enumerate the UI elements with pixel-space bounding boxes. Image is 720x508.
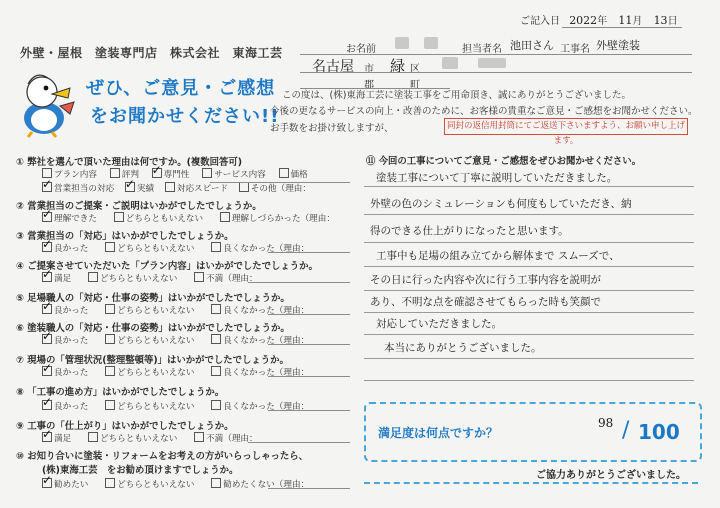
- q1-checkbox-expertise[interactable]: [152, 168, 162, 178]
- q9-checkbox-2[interactable]: [88, 432, 98, 442]
- banner-line2: をお聞かせください!!: [90, 106, 280, 127]
- q6-option-3: 良くなかった（理由：: [223, 336, 310, 346]
- q1-option-price: 価格: [290, 170, 308, 180]
- q2-option-3: 理解しづらかった（理由：: [231, 214, 335, 224]
- q2-checkbox-2[interactable]: [114, 212, 124, 222]
- q8-option-2: どちらともいえない: [117, 402, 195, 412]
- date-underline: [562, 27, 682, 28]
- q1-checkbox-speed[interactable]: [165, 182, 175, 192]
- company-name: 外壁・屋根 塗装専門店 株式会社 東海工芸: [20, 46, 283, 60]
- q10-checkbox-3[interactable]: [211, 478, 221, 488]
- date-day-unit: 日: [667, 16, 678, 27]
- address-city: 名古屋: [312, 59, 354, 75]
- q6-option-2: どちらともいえない: [117, 336, 195, 346]
- q9-checkbox-1[interactable]: [42, 432, 52, 442]
- q1-checkbox-sales[interactable]: [42, 182, 52, 192]
- q3-checkbox-1[interactable]: [42, 242, 52, 252]
- comment-line-1: [364, 186, 694, 187]
- comment-text-4: 工事中も足場の組み立てから解体まで スムーズで、: [376, 250, 620, 262]
- question-1: ① 弊社を選んで頂いた理由は何ですか。(複数回答可): [16, 157, 243, 168]
- comment-text-6: あり、不明な点を確認させてもらった時も笑顔で: [370, 296, 601, 308]
- comment-text-8: 本当にありがとうございました。: [384, 342, 542, 354]
- q1-checkbox-record[interactable]: [125, 182, 135, 192]
- question-4: ④ ご提案させていただいた「プラン内容」はいかがでしたでしょうか。: [16, 261, 318, 272]
- q2-checkbox-1[interactable]: [42, 212, 52, 222]
- date-month: 11: [618, 14, 633, 27]
- address-redacted-2: [478, 58, 506, 68]
- question-9: ⑨ 工事の「仕上がり」はいかがでしたでしょうか。: [16, 421, 234, 432]
- q8-checkbox-2[interactable]: [105, 400, 115, 410]
- q5-checkbox-1[interactable]: [42, 304, 52, 314]
- q9-checkbox-3[interactable]: [194, 432, 204, 442]
- date-label: ご記入日: [520, 16, 560, 27]
- question-3: ③ 営業担当の「対応」はいかがでしたでしょうか。: [16, 231, 234, 242]
- staff-label: 担当者名: [462, 44, 502, 55]
- date-day: 13: [653, 14, 668, 27]
- date-month-unit: 月: [632, 16, 643, 27]
- address-underline: [300, 72, 692, 73]
- comment-line-2: [364, 214, 694, 215]
- q4-option-3: 不満（理由：: [206, 274, 258, 284]
- intro-line3: お手数をお掛け致しますが、: [270, 123, 394, 134]
- reason-line-q5: [268, 314, 350, 315]
- q6-checkbox-2[interactable]: [105, 334, 115, 344]
- q3-option-2: どちらともいえない: [117, 244, 195, 254]
- q7-checkbox-3[interactable]: [211, 366, 221, 376]
- footer-divider: [364, 482, 698, 484]
- q5-option-3: 良くなかった（理由：: [223, 306, 310, 316]
- q1-checkbox-service[interactable]: [202, 168, 212, 178]
- q6-option-1: 良かった: [54, 336, 89, 346]
- q1-checkbox-price[interactable]: [279, 168, 289, 178]
- q9-options: [42, 432, 258, 444]
- comment-line-3: [364, 242, 694, 243]
- q4-checkbox-3[interactable]: [194, 272, 204, 282]
- q9-option-3: 不満（理由：: [206, 434, 258, 444]
- q10-checkbox-2[interactable]: [105, 478, 115, 488]
- comment-text-1: 塗装工事について丁寧に説明していただきました。: [376, 172, 618, 184]
- question-6: ⑥ 塗装職人の「対応・仕事の姿勢」はいかがでしたでしょうか。: [16, 323, 290, 334]
- q5-option-2: どちらともいえない: [117, 306, 195, 316]
- q3-option-3: 良くなかった（理由：: [223, 244, 310, 254]
- q7-checkbox-1[interactable]: [42, 366, 52, 376]
- score-value[interactable]: 98: [598, 416, 614, 430]
- work-label: 工事名: [560, 44, 590, 55]
- q3-checkbox-2[interactable]: [105, 242, 115, 252]
- q1-checkbox-reputation[interactable]: [110, 168, 120, 178]
- q2-option-1: 理解できた: [54, 214, 97, 224]
- q2-option-2: どちらともいえない: [125, 214, 204, 224]
- q5-option-1: 良かった: [54, 306, 89, 316]
- q4-options: [42, 272, 258, 284]
- mascot-illustration: [8, 66, 80, 138]
- question-7: ⑦ 現場の「管理状況(整理整頓等)」はいかがでしたでしょうか。: [16, 355, 289, 366]
- q1-options-row1: [42, 168, 308, 180]
- q10-option-2: どちらともいえない: [117, 480, 195, 490]
- question-2: ② 営業担当のご提案・ご説明はいかがでしたでしょうか。: [16, 201, 262, 212]
- question-11: ⑪ 今回の工事についてご意見・ご感想をぜひお聞かせください。: [366, 156, 641, 167]
- address-redacted: [442, 57, 458, 69]
- comment-line-9: [364, 380, 694, 381]
- name-redacted: [395, 37, 409, 49]
- q2-options: [42, 212, 335, 224]
- q5-checkbox-2[interactable]: [105, 304, 115, 314]
- q2-checkbox-3[interactable]: [220, 212, 230, 222]
- address-ward: 緑: [390, 57, 406, 75]
- q6-checkbox-1[interactable]: [42, 334, 52, 344]
- address-gun-suffix: 郡: [364, 80, 374, 91]
- name-label: お名前: [346, 44, 376, 55]
- q4-checkbox-2[interactable]: [88, 272, 98, 282]
- comment-line-8: [364, 358, 694, 359]
- q9-option-1: 満足: [54, 434, 72, 444]
- q9-option-2: どちらともいえない: [99, 434, 178, 444]
- address-ward-suffix: 区: [410, 64, 420, 75]
- q4-option-2: どちらともいえない: [99, 274, 178, 284]
- reason-line-q6: [268, 344, 350, 345]
- q3-option-1: 良かった: [54, 244, 89, 254]
- q7-option-3: 良くなかった（理由：: [223, 368, 310, 378]
- q10-option-1: 勧めたい: [54, 480, 89, 490]
- address-city-suffix: 市: [364, 64, 374, 75]
- q4-checkbox-1[interactable]: [42, 272, 52, 282]
- reason-line-q2: [210, 182, 350, 183]
- reason-line-q8: [268, 410, 350, 411]
- q1-option-other: その他（理由：: [250, 184, 311, 194]
- q1-option-record: 実績: [136, 184, 155, 194]
- question-10-line2: (株)東海工芸 をお勧め頂けますでしょうか。: [42, 465, 239, 476]
- comment-text-3: 得のできる仕上がりになったと思います。: [370, 225, 569, 237]
- q5-checkbox-3[interactable]: [211, 304, 221, 314]
- q8-option-3: 良くなかった（理由：: [223, 402, 310, 412]
- question-5: ⑤ 足場職人の「対応・仕事の姿勢」はいかがでしたでしょうか。: [16, 293, 290, 304]
- comment-text-7: 対応していただきました。: [376, 318, 502, 330]
- intro-line2: 今後の更なるサービスの向上・改善のために、お客様の貴重なご意見・ご感想をお聞かせください。: [270, 106, 698, 117]
- question-8: ⑧ 「工事の進め方」はいかがでしたでしょうか。: [16, 387, 225, 398]
- question-10: ⑩ お知り合いに塗装・リフォームをお考えの方がいらっしゃったら、: [16, 451, 308, 462]
- q1-options-row2: [42, 182, 311, 194]
- score-max: 100: [638, 420, 680, 444]
- q1-option-expertise: 専門性: [163, 170, 190, 180]
- q1-checkbox-other[interactable]: [239, 182, 249, 192]
- comment-line-5: [364, 290, 694, 291]
- q10-checkbox-1[interactable]: [42, 478, 52, 488]
- intro-line1: この度は、(株)東海工芸に塗装工事をご用命頂き、誠にありがとうございました。: [282, 90, 632, 101]
- name-redacted-2: [424, 37, 438, 49]
- comment-line-6: [364, 312, 694, 313]
- reason-line-q3: [268, 252, 350, 253]
- q10-option-3: 勧めたくない（理由：: [223, 480, 310, 490]
- q3-checkbox-3[interactable]: [211, 242, 221, 252]
- reason-line-q7: [268, 376, 350, 377]
- comment-text-2: 外壁の色のシミュレーションも何度もしていただき、納: [370, 198, 632, 210]
- reason-line-q9: [248, 442, 350, 443]
- q1-option-reputation: 評判: [121, 170, 139, 180]
- reason-line-q10: [268, 488, 350, 489]
- staff-value: 池田さん: [510, 39, 554, 52]
- score-question: 満足度は何点ですか？: [378, 426, 499, 440]
- comment-line-7: [364, 334, 694, 335]
- name-underline: [300, 54, 692, 55]
- q8-option-1: 良かった: [54, 402, 89, 412]
- work-value: 外壁塗装: [596, 39, 640, 52]
- comment-line-4: [364, 266, 694, 267]
- date-year: 2022: [569, 14, 598, 27]
- date-line: [520, 12, 678, 27]
- address-town-suffix: 町: [410, 80, 420, 91]
- date-year-unit: 年: [597, 16, 608, 27]
- footer-thanks: ご協力ありがとうございました。: [536, 470, 686, 481]
- comment-text-5: その日に行った内容や次に行う工事内容を説明が: [370, 274, 601, 286]
- q7-option-1: 良かった: [54, 368, 89, 378]
- q1-option-speed: 対応スピード: [176, 184, 229, 194]
- reason-line-q4: [248, 282, 350, 283]
- q1-option-service: サービス内容: [214, 170, 266, 180]
- q8-checkbox-1[interactable]: [42, 400, 52, 410]
- q8-checkbox-3[interactable]: [211, 400, 221, 410]
- q6-checkbox-3[interactable]: [211, 334, 221, 344]
- q7-checkbox-2[interactable]: [105, 366, 115, 376]
- score-slash: /: [622, 418, 630, 443]
- q7-option-2: どちらともいえない: [117, 368, 195, 378]
- banner-line1: ぜひ、ご意見・ご感想: [86, 78, 276, 99]
- q1-option-sales: 営業担当の対応: [54, 184, 115, 194]
- q4-option-1: 満足: [54, 274, 72, 284]
- q1-option-plan: プラン内容: [54, 170, 97, 180]
- return-notice: 同封の返信用封筒にてご返送下さいますよう、お願い申し上げます。: [444, 118, 688, 135]
